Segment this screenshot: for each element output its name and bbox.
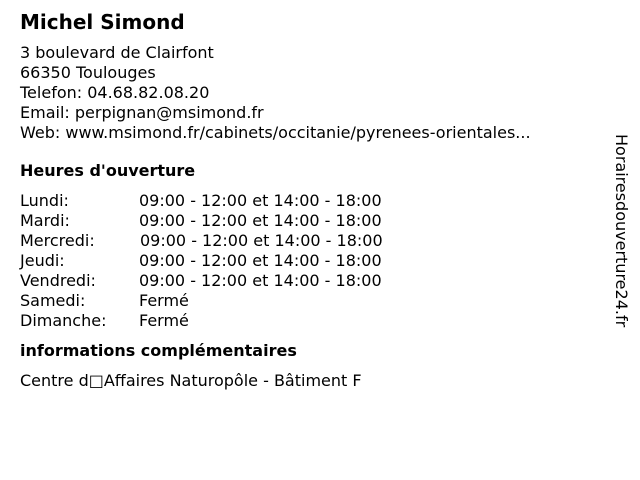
business-card xyxy=(20,10,605,391)
hours-row-samedi xyxy=(20,291,605,311)
address-line-2: 66350 Toulouges xyxy=(20,63,156,82)
site-watermark: Horairesdouverture24.fr xyxy=(612,134,631,328)
day-hours: Fermé xyxy=(139,291,189,310)
day-label: Lundi: xyxy=(20,191,69,210)
day-label: Mardi: xyxy=(20,211,70,230)
day-hours: Fermé xyxy=(139,311,189,330)
additional-info-text: Centre d□Affaires Naturopôle - Bâtiment F xyxy=(20,371,362,390)
phone-number: Telefon: 04.68.82.08.20 xyxy=(20,83,210,102)
hours-row-dimanche xyxy=(20,311,605,331)
email-address: Email: perpignan@msimond.fr xyxy=(20,103,264,122)
business-name: Michel Simond xyxy=(20,10,185,34)
day-label: Samedi: xyxy=(20,291,86,310)
hours-row-lundi xyxy=(20,191,605,211)
day-label: Vendredi: xyxy=(20,271,96,290)
hours-row-vendredi xyxy=(20,271,605,291)
hours-row-mardi xyxy=(20,211,605,231)
day-hours: 09:00 - 12:00 et 14:00 - 18:00 xyxy=(139,191,382,210)
day-label: Mercredi: xyxy=(20,231,95,250)
hours-row-mercredi xyxy=(20,231,605,251)
opening-hours-title: Heures d'ouverture xyxy=(20,161,196,180)
additional-info-title: informations complémentaires xyxy=(20,341,297,360)
hours-row-jeudi xyxy=(20,251,605,271)
day-hours: 09:00 - 12:00 et 14:00 - 18:00 xyxy=(139,211,382,230)
address-line-1: 3 boulevard de Clairfont xyxy=(20,43,214,62)
day-hours: 09:00 - 12:00 et 14:00 - 18:00 xyxy=(139,251,382,270)
day-label: Dimanche: xyxy=(20,311,107,330)
day-hours: 09:00 - 12:00 et 14:00 - 18:00 xyxy=(140,231,383,250)
day-label: Jeudi: xyxy=(20,251,65,270)
day-hours: 09:00 - 12:00 et 14:00 - 18:00 xyxy=(139,271,382,290)
website-url: Web: www.msimond.fr/cabinets/occitanie/pyrenees-orientales... xyxy=(20,123,531,142)
